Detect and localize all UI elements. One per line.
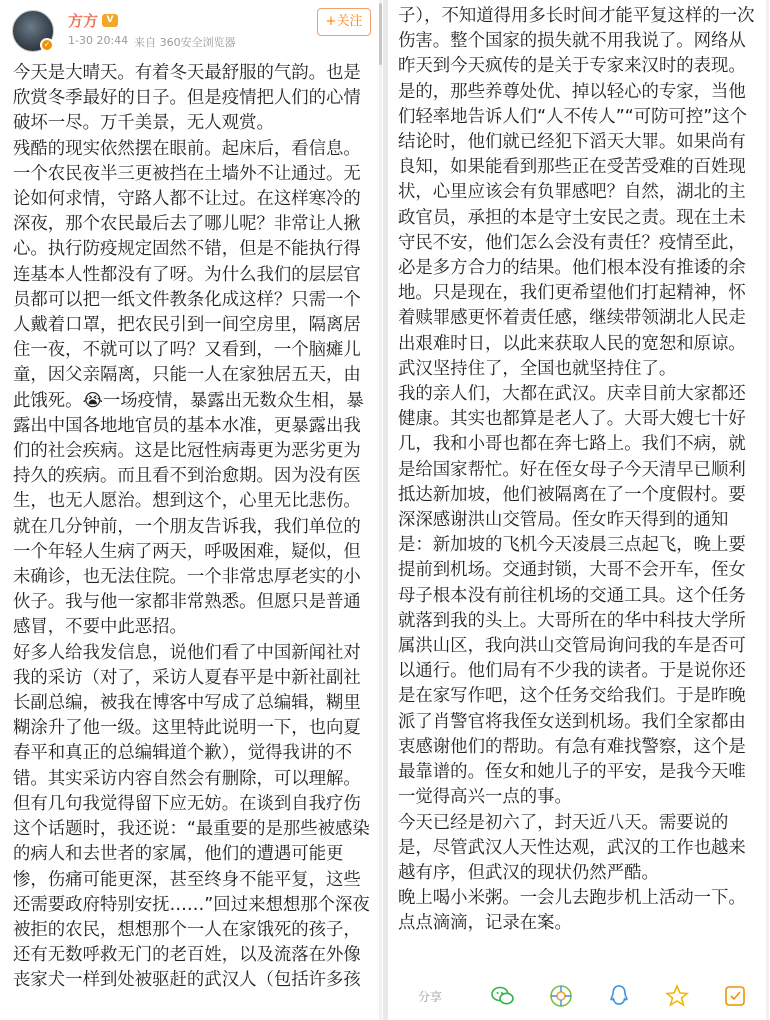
post-paragraph: 子），不知道得用多长时间才能平复这样的一次伤害。整个国家的损失就不用我说了。网络从昨天到今天疯传的是关于专家来汉时的表现。是的，那些养尊处优、掉以轻心的专家，当他们轻率地告诉人们“人不传人”“可防可控”这个结论时，他们就已经犯下滔天大罪。如果尚有良知，如果能看到那些正在受苦受难的百姓现状，心里应该会有负罪感吧？自然，湖北的主政官员，承担的本是守土安民之责。现在土未守民不安，他们怎么会没有责任？疫情至此，必是多方合力的结果。他们根本没有推诿的余地。只是现在，我们更希望他们打起精神，怀着赎罪感更怀着责任感，继续带领湖北人民走出艰难时日，以此来获取人民的宽恕和原谅。武汉坚持住了，全国也就坚持住了。: [398, 6, 755, 379]
post-paragraph: 残酷的现实依然摆在眼前。起床后，看信息。一个农民夜半三更被挡在土墙外不让通过。无论如何求情，守路人都不让过。在这样寒冷的深夜，那个农民最后去了哪儿呢？非常让人揪心。执行防疫规定固然不错，但是不能执行得连基本人性都没有了呀。为什么我们的层层官员都可以把一纸文件教条化成这样？只需一个人戴着口罩，把农民引到一间空房里，隔离居住一夜，不就可以了吗？又看到，一个脑瘫儿童，因父亲隔离，只能一人在家独居五天，由此饿死。😭一场疫情，暴露出无数众生相，暴露出中国各地地官员的基本水准，更暴露出我们的社会疾病。这是比冠性病毒更为恶劣更为持久的疾病。而且看不到治愈期。因为没有医生，也无人愿治。想到这个，心里无比悲伤。就在几分钟前，一个朋友告诉我，我们单位的一个年轻人生病了两天，呼吸困难，疑似，但未确诊，也无法住院。一个非常忠厚老实的小伙子。我与他一家都非常熟悉。但愿只是普通感冒，不要中此恶招。: [13, 138, 364, 638]
post-meta: [68, 34, 236, 50]
follow-button[interactable]: +关注: [317, 8, 371, 36]
scrollbar-thumb[interactable]: [379, 3, 382, 65]
post-source: 来自 360安全浏览器: [134, 36, 236, 49]
author-name[interactable]: 方方: [68, 12, 99, 30]
post-header: [0, 0, 383, 62]
left-column: [0, 0, 383, 1020]
post-paragraph: 今天是大晴天。有着冬天最舒服的气韵。也是欣赏冬季最好的日子。但是疫情把人们的心情破坏一尽。万千美景，无人观赏。: [13, 63, 361, 134]
post-paragraph: 我的亲人们，大都在武汉。庆幸目前大家都还健康。其实也都算是老人了。大哥大嫂七十好几，我和小哥也都在奔七路上。我们不病，就是给国家帮忙。好在侄女母子今天清早已顺利抵达新加坡，他们被隔离在了一个度假村。要深深感谢洪山交管局。侄女昨天得到的通知是：新加坡的飞机今天凌晨三点起飞，晚上要提前到机场。交通封锁，大哥不会开车，侄女母子根本没有前往机场的交通工具。这个任务就落到我的头上。大哥所在的华中科技大学所属洪山区，我向洪山交管局询问我的车是否可以通行。他们局有不少我的读者。于是说你还是在家写作吧，这个任务交给我们。于是昨晚派了肖警官将我侄女送到机场。我们全家都由衷感谢他们的帮助。有急有难找警察，这个是最靠谱的。侄女和她儿子的平安，是我今天唯一觉得高兴一点的事。: [398, 384, 746, 808]
scrollbar-track[interactable]: [766, 0, 769, 1020]
share-bar: [388, 972, 770, 1020]
verified-badge-icon: ✓: [40, 38, 54, 52]
moments-icon[interactable]: [532, 981, 590, 1011]
favorite-icon[interactable]: [706, 981, 764, 1011]
post-body-left: [13, 61, 371, 994]
post-paragraph: 晚上喝小米粥。一会儿去跑步机上活动一下。点点滴滴，记录在案。: [398, 888, 746, 934]
post-body-right: [398, 4, 760, 937]
wechat-icon[interactable]: [474, 981, 532, 1011]
vip-crown-icon: V: [102, 14, 118, 27]
qzone-star-icon[interactable]: [648, 981, 706, 1011]
share-label: 分享: [418, 989, 443, 1004]
right-column: [388, 0, 770, 1020]
post-paragraph: 好多人给我发信息，说他们看了中国新闻社对我的采访（对了，采访人夏春平是中新社副社长副总编，被我在博客中写成了总编辑，糊里糊涂升了他一级。这里特此说明一下，也向夏春平和真正的总编辑道个歉），觉得我讲的不错。其实采访内容自然会有删除，可以理解。但有几句我觉得留下应无妨。在谈到自我疗伤这个话题时，我还说：“最重要的是那些被感染的病人和去世者的家属，他们的遭遇可能更惨，伤痛可能更深，甚至终身不能平复，这些还需要政府特别安抚……”回过来想想那个深夜被拒的农民，想想那个一人在家饿死的孩子，还有无数呼救无门的老百姓，以及流落在外像丧家犬一样到处被驱赶的武汉人（包括许多孩: [13, 642, 370, 991]
post-paragraph: 今天已经是初六了，封天近八天。需要说的是，尽管武汉人天性达观，武汉的工作也越来越有序，但武汉的现状仍然严酷。: [398, 812, 746, 883]
post-timestamp: 1-30 20:44: [68, 34, 129, 47]
qq-icon[interactable]: [590, 981, 648, 1011]
scrollbar-track[interactable]: [379, 0, 382, 1020]
